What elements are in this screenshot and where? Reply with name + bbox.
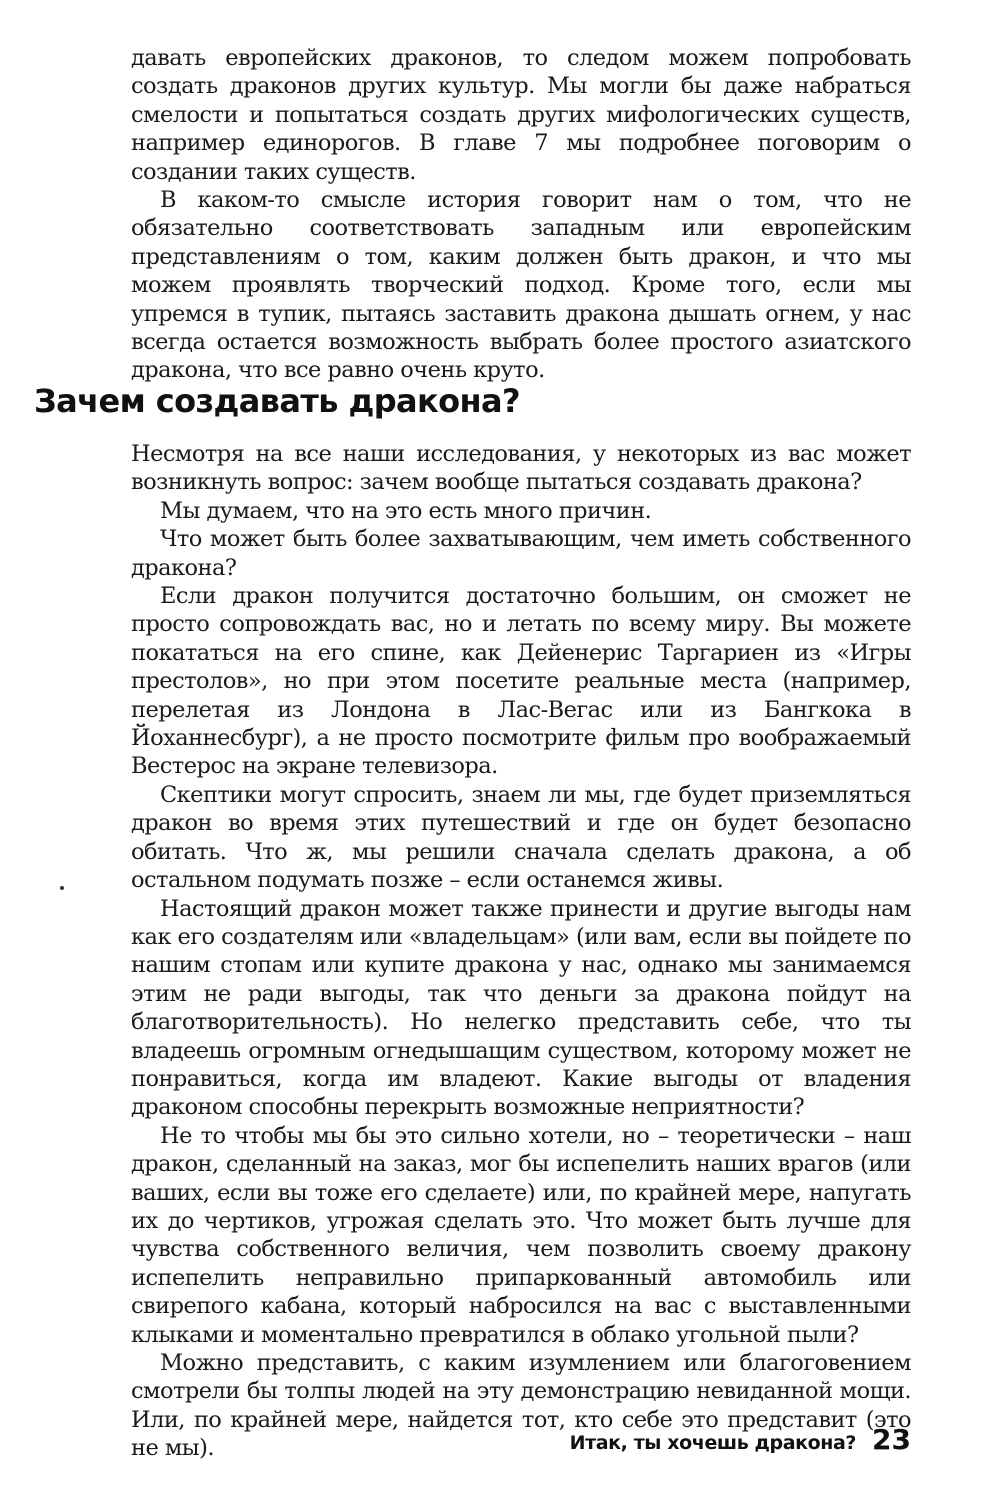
paragraph: Настоящий дракон может также принести и другие выгоды нам как его создателям или «владельцам» (или вам, если вы пойдете по нашим стопам или купите дракона у нас, однако мы занимаемся этим не ради выгоды, так что деньги за дракона пойдут на благотворительность). Но нелегко представить себе, что ты владеешь огромным огнедышащим существом, которому может не понравиться, когда им владеют. Какие выгоды от владения драконом способны перекрыть возможные неприятности? [131,895,911,1121]
paragraph: Скептики могут спросить, знаем ли мы, где будет приземляться дракон во время этих путешествий и где он будет безопасно обитать. Что ж, мы решили сначала сделать дракона, а об остальном подумать позже – если останемся живы. [131,781,911,894]
paragraph: Мы думаем, что на это есть много причин. [160,497,652,524]
section-text-block [131,440,911,1463]
paragraph-continued: давать европейских драконов, то следом можем попробовать создать драконов других культур. Мы могли бы даже набраться смелости и попытаться создать других мифологических существ, например единорогов. В главе 7 мы подробнее поговорим о создании таких существ. [131,45,911,185]
page-footer [570,1423,911,1456]
section-heading: Зачем создавать дракона? [34,382,520,420]
paragraph: Можно представить, с каким изумлением или благоговением смотрели бы толпы людей на эту демонстрацию невиданной мощи. Или, по крайней мере, найдется тот, кто себе это представит (это не мы). [131,1350,911,1462]
page-number: 23 [872,1423,911,1456]
top-text-block [131,44,911,385]
paragraph: Если дракон получится достаточно большим, он сможет не просто сопровождать вас, но и летать по всему миру. Вы можете покататься на его спине, как Дейенерис Таргариен из «Игры престолов», но при этом посетите реальные места (например, перелетая из Лондона в Лас-Вегас или из Бангкока в Йоханнесбург), а не просто посмотрите фильм про воображаемый Вестерос на экране телевизора. [131,583,911,780]
running-title: Итак, ты хочешь дракона? [569,1432,857,1454]
paragraph-first: Несмотря на все наши исследования, у некоторых из вас может возникнуть вопрос: зачем вообще пытаться создавать дракона? [131,441,911,496]
paragraph: Что может быть более захватывающим, чем иметь собственного дракона? [131,526,911,581]
print-speck [60,886,64,890]
paragraph: Не то чтобы мы бы это сильно хотели, но – теоретически – наш дракон, сделанный на заказ, мог бы испепелить наших врагов (или ваших, если вы тоже его сделаете) или, по крайней мере, напугать их до чертиков, угрожая сделать это. Что может быть лучше для чувства собственного величия, чем позволить своему дракону испепелить неправильно припаркованный автомобиль или свирепого кабана, который набросился на вас с выставленными клыками и моментально превратился в облако угольной пыли? [131,1122,911,1348]
paragraph: В каком-то смысле история говорит нам о том, что не обязательно соответствовать западным или европейским представлениям о том, каким должен быть дракон, и что мы можем проявлять творческий подход. Кроме того, если мы упремся в тупик, пытаясь заставить дракона дышать огнем, у нас всегда остается возможность выбрать более простого азиатского дракона, что все равно очень круто. [131,187,911,384]
